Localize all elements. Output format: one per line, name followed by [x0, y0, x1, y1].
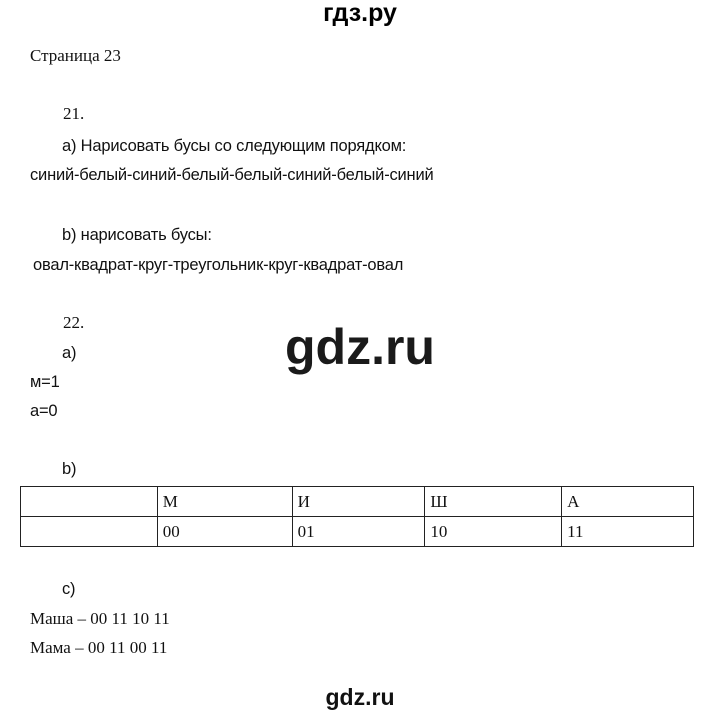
page-label: Страница 23	[30, 46, 121, 65]
task-21-part-a-sequence: синий-белый-синий-белый-белый-синий-белый-синий	[30, 166, 434, 184]
site-logo-footer: gdz.ru	[325, 684, 395, 710]
table-cell: И	[292, 487, 425, 517]
task-22-part-c-label: c)	[62, 580, 76, 598]
task-22-line-a: а=0	[30, 402, 58, 420]
table-cell: 10	[425, 517, 562, 547]
task-22-part-b-label: b)	[62, 460, 77, 478]
table-cell: Ш	[425, 487, 562, 517]
table-cell: 01	[292, 517, 425, 547]
task-22-number: 22.	[63, 313, 85, 332]
site-logo-header: гдз.ру	[323, 0, 397, 27]
task-22-line-masha: Маша – 00 11 10 11	[30, 609, 170, 628]
task-21-part-b-label: b) нарисовать бусы:	[62, 226, 212, 244]
watermark-logo: gdz.ru	[285, 319, 435, 375]
table-cell: А	[562, 487, 694, 517]
task-21-number: 21.	[63, 104, 85, 123]
letter-code-table	[20, 486, 694, 547]
task-21-part-b-sequence: овал-квадрат-круг-треугольник-круг-квадрат-овал	[33, 256, 404, 274]
table-row	[21, 487, 694, 517]
task-22-line-mama: Мама – 00 11 00 11	[30, 638, 168, 657]
table-row	[21, 517, 694, 547]
task-21-part-a-label: a) Нарисовать бусы со следующим порядком:	[62, 137, 407, 155]
task-22-part-a-label: a)	[62, 344, 77, 362]
table-cell	[21, 487, 158, 517]
table-cell: М	[157, 487, 292, 517]
table-cell: 11	[562, 517, 694, 547]
table-cell	[21, 517, 158, 547]
table-cell: 00	[157, 517, 292, 547]
task-22-line-m: м=1	[30, 373, 60, 391]
